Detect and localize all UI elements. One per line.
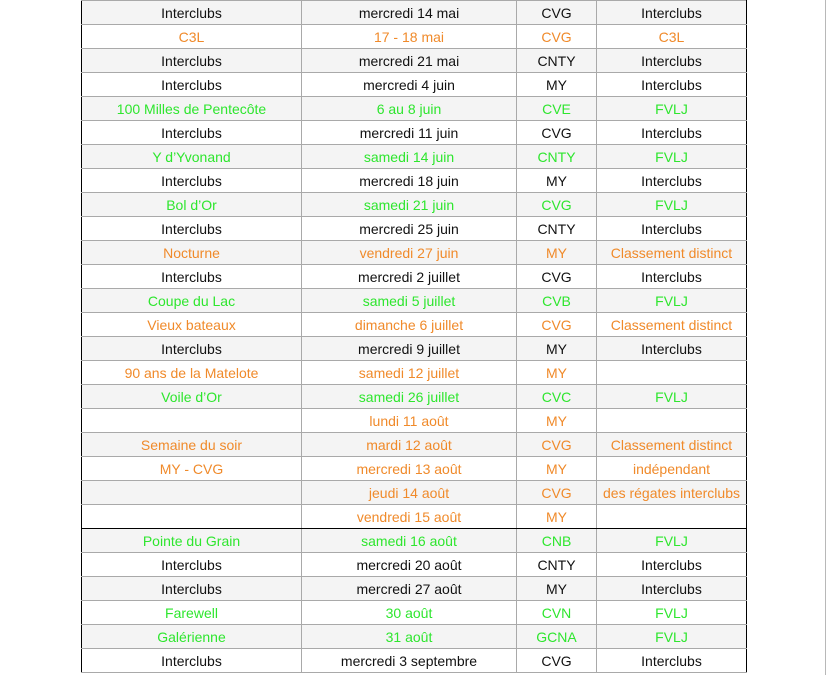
event-cell: 90 ans de la Matelote — [82, 361, 302, 385]
table-row — [82, 73, 747, 97]
event-cell: Interclubs — [82, 169, 302, 193]
ranking-cell — [597, 361, 747, 385]
table-row — [82, 313, 747, 337]
date-cell: mercredi 9 juillet — [302, 337, 517, 361]
ranking-cell: FVLJ — [597, 529, 747, 553]
table-row — [82, 409, 747, 433]
date-cell: 6 au 8 juin — [302, 97, 517, 121]
table-row — [82, 145, 747, 169]
club-cell: CNTY — [517, 145, 597, 169]
club-cell: CNTY — [517, 49, 597, 73]
date-cell: mercredi 13 août — [302, 457, 517, 481]
event-cell: Interclubs — [82, 121, 302, 145]
ranking-cell: FVLJ — [597, 385, 747, 409]
table-row — [82, 553, 747, 577]
date-cell: samedi 5 juillet — [302, 289, 517, 313]
ranking-cell: FVLJ — [597, 145, 747, 169]
ranking-cell: Classement distinct — [597, 313, 747, 337]
event-cell: MY - CVG — [82, 457, 302, 481]
table-row — [82, 649, 747, 673]
ranking-cell: Interclubs — [597, 553, 747, 577]
table-row — [82, 337, 747, 361]
event-cell: Interclubs — [82, 577, 302, 601]
ranking-cell: FVLJ — [597, 193, 747, 217]
schedule-body — [82, 1, 747, 673]
club-cell: MY — [517, 505, 597, 529]
club-cell: CVG — [517, 193, 597, 217]
ranking-cell: indépendant — [597, 457, 747, 481]
event-cell: C3L — [82, 25, 302, 49]
table-row — [82, 529, 747, 553]
club-cell: MY — [517, 577, 597, 601]
club-cell: CVB — [517, 289, 597, 313]
table-row — [82, 577, 747, 601]
event-cell: Y d’Yvonand — [82, 145, 302, 169]
date-cell: 30 août — [302, 601, 517, 625]
club-cell: MY — [517, 457, 597, 481]
club-cell: CVG — [517, 649, 597, 673]
table-row — [82, 385, 747, 409]
table-row — [82, 241, 747, 265]
table-row — [82, 601, 747, 625]
event-cell: Interclubs — [82, 73, 302, 97]
event-cell: Interclubs — [82, 49, 302, 73]
ranking-cell: Interclubs — [597, 337, 747, 361]
event-cell: 100 Milles de Pentecôte — [82, 97, 302, 121]
club-cell: MY — [517, 337, 597, 361]
ranking-cell: Classement distinct — [597, 241, 747, 265]
club-cell: MY — [517, 73, 597, 97]
ranking-cell: Interclubs — [597, 1, 747, 25]
event-cell: Nocturne — [82, 241, 302, 265]
date-cell: mardi 12 août — [302, 433, 517, 457]
club-cell: CNTY — [517, 553, 597, 577]
club-cell: CVG — [517, 265, 597, 289]
club-cell: CVC — [517, 385, 597, 409]
event-cell — [82, 481, 302, 505]
date-cell: lundi 11 août — [302, 409, 517, 433]
date-cell: vendredi 15 août — [302, 505, 517, 529]
event-cell: Galérienne — [82, 625, 302, 649]
event-cell: Interclubs — [82, 553, 302, 577]
table-row — [82, 433, 747, 457]
club-cell: MY — [517, 409, 597, 433]
date-cell: samedi 14 juin — [302, 145, 517, 169]
event-cell: Pointe du Grain — [82, 529, 302, 553]
table-row — [82, 265, 747, 289]
ranking-cell: FVLJ — [597, 97, 747, 121]
date-cell: 17 - 18 mai — [302, 25, 517, 49]
page-edge-rule — [825, 0, 826, 675]
ranking-cell: Interclubs — [597, 121, 747, 145]
club-cell: CVE — [517, 97, 597, 121]
event-cell: Voile d’Or — [82, 385, 302, 409]
ranking-cell: Interclubs — [597, 649, 747, 673]
club-cell: CVN — [517, 601, 597, 625]
club-cell: CVG — [517, 25, 597, 49]
club-cell: CVG — [517, 313, 597, 337]
ranking-cell: C3L — [597, 25, 747, 49]
date-cell: mercredi 27 août — [302, 577, 517, 601]
ranking-cell: Interclubs — [597, 577, 747, 601]
table-row — [82, 121, 747, 145]
date-cell: mercredi 25 juin — [302, 217, 517, 241]
table-row — [82, 193, 747, 217]
date-cell: samedi 16 août — [302, 529, 517, 553]
date-cell: jeudi 14 août — [302, 481, 517, 505]
club-cell: CVG — [517, 433, 597, 457]
ranking-cell — [597, 409, 747, 433]
date-cell: 31 août — [302, 625, 517, 649]
event-cell: Coupe du Lac — [82, 289, 302, 313]
table-row — [82, 481, 747, 505]
date-cell: vendredi 27 juin — [302, 241, 517, 265]
ranking-cell: Classement distinct — [597, 433, 747, 457]
date-cell: mercredi 14 mai — [302, 1, 517, 25]
ranking-cell: Interclubs — [597, 265, 747, 289]
ranking-cell: Interclubs — [597, 217, 747, 241]
ranking-cell: des régates interclubs — [597, 481, 747, 505]
date-cell: mercredi 2 juillet — [302, 265, 517, 289]
event-cell: Interclubs — [82, 337, 302, 361]
ranking-cell: Interclubs — [597, 169, 747, 193]
date-cell: samedi 26 juillet — [302, 385, 517, 409]
date-cell: mercredi 4 juin — [302, 73, 517, 97]
event-cell: Interclubs — [82, 1, 302, 25]
table-row — [82, 1, 747, 25]
date-cell: mercredi 21 mai — [302, 49, 517, 73]
ranking-cell: FVLJ — [597, 289, 747, 313]
ranking-cell: FVLJ — [597, 601, 747, 625]
table-row — [82, 625, 747, 649]
event-cell: Semaine du soir — [82, 433, 302, 457]
event-cell: Farewell — [82, 601, 302, 625]
club-cell: CVG — [517, 481, 597, 505]
club-cell: MY — [517, 169, 597, 193]
club-cell: CVG — [517, 1, 597, 25]
club-cell: MY — [517, 241, 597, 265]
event-cell: Interclubs — [82, 649, 302, 673]
date-cell: mercredi 3 septembre — [302, 649, 517, 673]
event-cell: Interclubs — [82, 217, 302, 241]
table-row — [82, 289, 747, 313]
event-cell — [82, 409, 302, 433]
ranking-cell — [597, 505, 747, 529]
date-cell: mercredi 11 juin — [302, 121, 517, 145]
event-cell: Vieux bateaux — [82, 313, 302, 337]
date-cell: samedi 21 juin — [302, 193, 517, 217]
date-cell: samedi 12 juillet — [302, 361, 517, 385]
regatta-schedule-table — [81, 0, 747, 673]
table-row — [82, 49, 747, 73]
ranking-cell: Interclubs — [597, 73, 747, 97]
club-cell: CNB — [517, 529, 597, 553]
club-cell: GCNA — [517, 625, 597, 649]
event-cell: Interclubs — [82, 265, 302, 289]
table-row — [82, 505, 747, 529]
date-cell: mercredi 20 août — [302, 553, 517, 577]
table-row — [82, 97, 747, 121]
table-row — [82, 217, 747, 241]
club-cell: MY — [517, 361, 597, 385]
table-row — [82, 361, 747, 385]
table-row — [82, 169, 747, 193]
club-cell: CNTY — [517, 217, 597, 241]
ranking-cell: Interclubs — [597, 49, 747, 73]
club-cell: CVG — [517, 121, 597, 145]
event-cell: Bol d’Or — [82, 193, 302, 217]
event-cell — [82, 505, 302, 529]
table-row — [82, 25, 747, 49]
ranking-cell: FVLJ — [597, 625, 747, 649]
table-row — [82, 457, 747, 481]
date-cell: mercredi 18 juin — [302, 169, 517, 193]
date-cell: dimanche 6 juillet — [302, 313, 517, 337]
